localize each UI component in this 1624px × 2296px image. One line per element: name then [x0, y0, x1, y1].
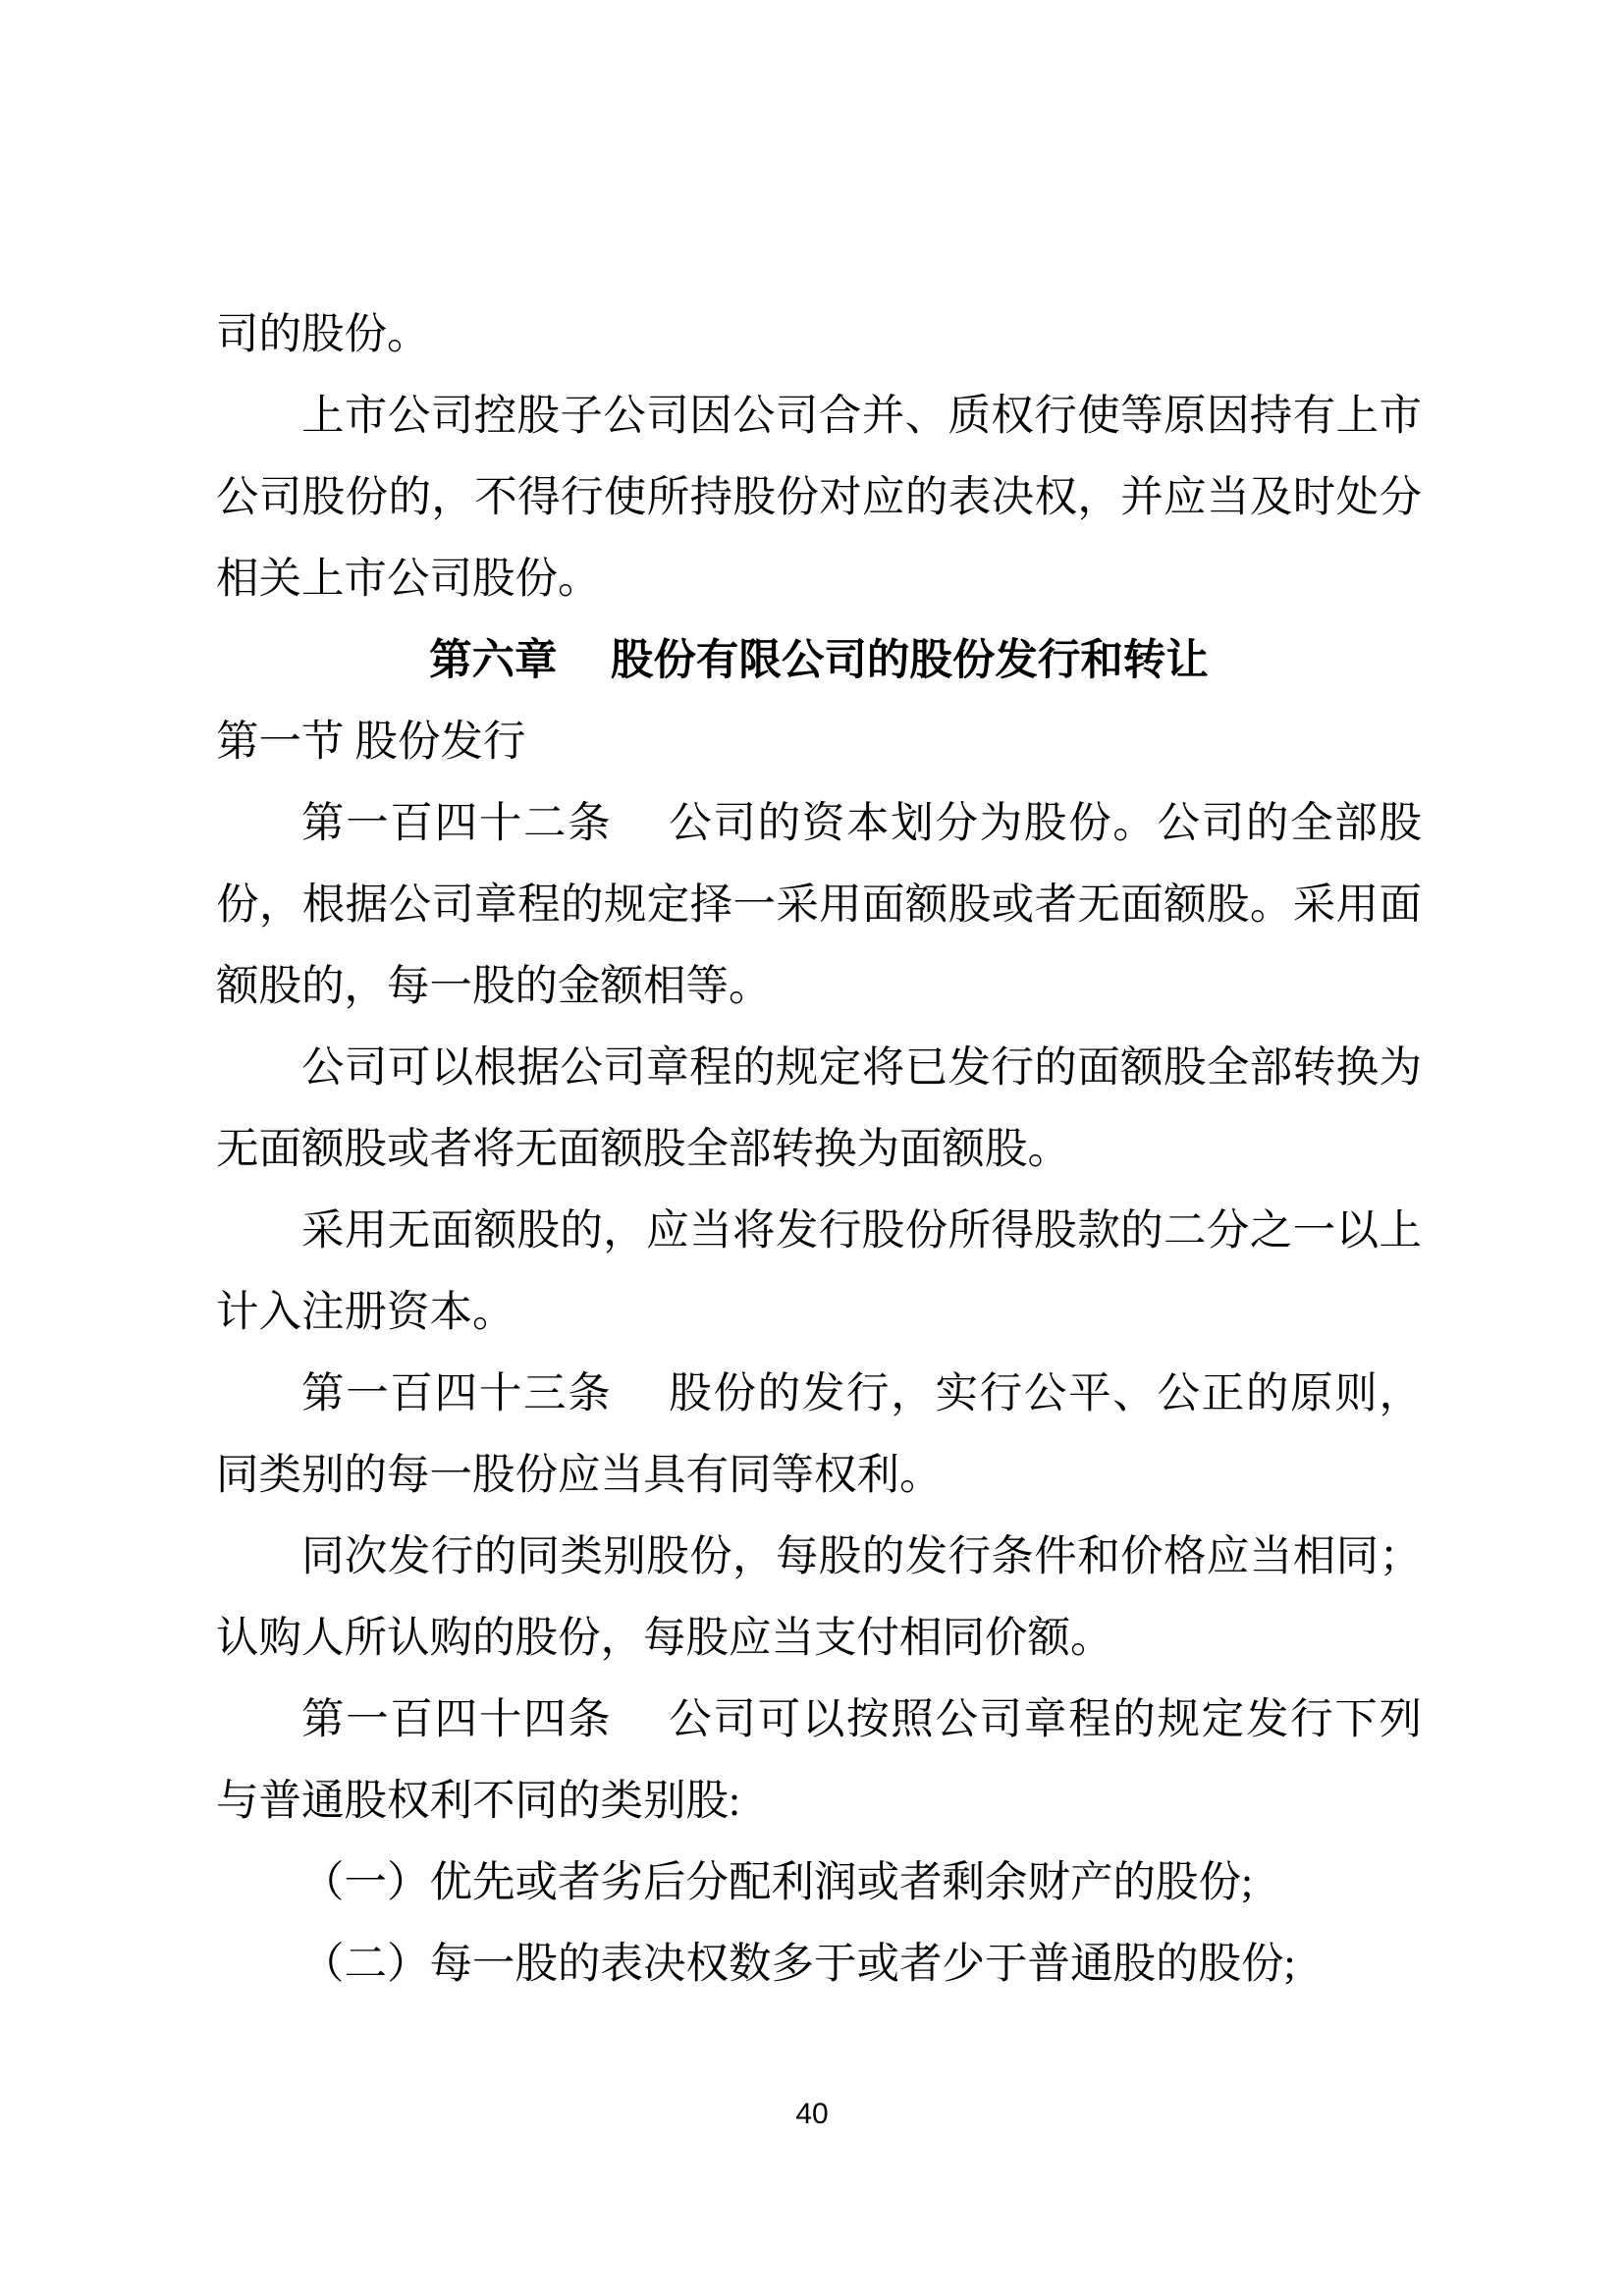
paragraph: （一）优先或者劣后分配利润或者剩余财产的股份;: [301, 1859, 1254, 1906]
paragraph: （二）每一股的表决权数多于或者少于普通股的股份;: [301, 1941, 1296, 1988]
chapter-heading: 第六章 股份有限公司的股份发行和转让: [429, 637, 1209, 684]
paragraph: 第一百四十三条 股份的发行，实行公平、公正的原则，同类别的每一股份应当具有同等权利。: [216, 1370, 1422, 1499]
paragraph: 同次发行的同类别股份，每股的发行条件和价格应当相同；认购人所认购的股份，每股应当支付相同价额。: [216, 1533, 1422, 1662]
paragraph-continuation: 司的股份。: [216, 311, 430, 358]
paragraph: 公司可以根据公司章程的规定将已发行的面额股全部转换为无面额股或者将无面额股全部转换为面额股。: [216, 1044, 1422, 1173]
paragraph: 上市公司控股子公司因公司合并、质权行使等原因持有上市公司股份的，不得行使所持股份对应的表决权，并应当及时处分相关上市公司股份。: [216, 393, 1422, 603]
page-number: 40: [795, 2098, 829, 2130]
document-content: [216, 294, 1422, 2005]
paragraph: 第一百四十四条 公司可以按照公司章程的规定发行下列与普通股权利不同的类别股:: [216, 1696, 1422, 1825]
paragraph: 第一百四十二条 公司的资本划分为股份。公司的全部股份，根据公司章程的规定择一采用面额股或者无面额股。采用面额股的，每一股的金额相等。: [216, 800, 1422, 1010]
paragraph: 采用无面额股的，应当将发行股份所得股款的二分之一以上计入注册资本。: [216, 1207, 1422, 1336]
section-heading: 第一节 股份发行: [216, 719, 526, 766]
